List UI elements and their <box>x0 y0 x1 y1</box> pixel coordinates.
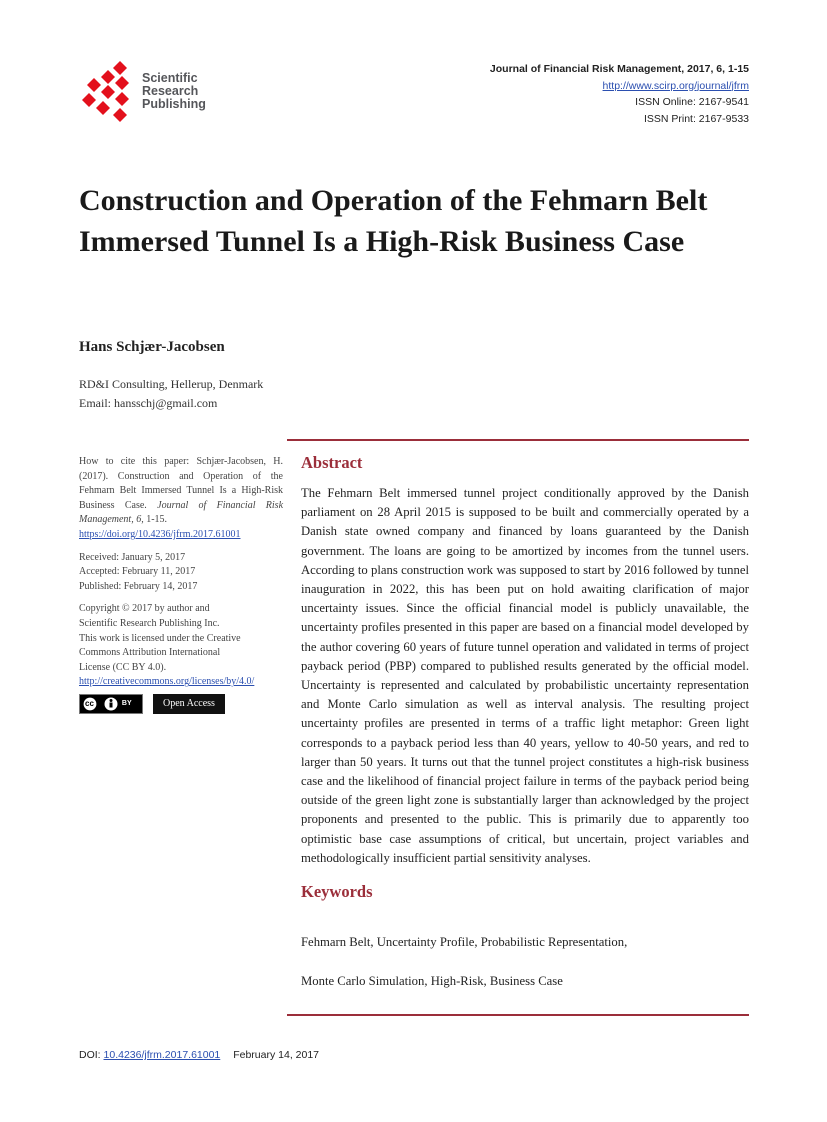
date-accepted: Accepted: February 11, 2017 <box>79 566 196 578</box>
abstract-column <box>301 453 749 1012</box>
copyright-line-5: License (CC BY 4.0). <box>79 661 167 673</box>
email: Email: hansschj@gmail.com <box>79 396 218 410</box>
copyright <box>79 602 283 690</box>
journal-url-link[interactable]: http://www.scirp.org/journal/jfrm <box>602 79 749 92</box>
cc-text: cc <box>85 698 94 708</box>
abstract-heading: Abstract <box>301 453 363 472</box>
affiliation-block <box>79 375 263 413</box>
date-published: Published: February 14, 2017 <box>79 580 198 592</box>
cc-by-text: BY <box>121 699 132 707</box>
journal-name: Journal of Financial Risk Management, 2017, 6, 1-15 <box>489 63 749 75</box>
article-meta-column <box>79 455 283 714</box>
license-link[interactable]: http://creativecommons.org/licenses/by/4.0/ <box>79 676 255 688</box>
cc-by-badge[interactable] <box>79 694 143 714</box>
publisher-line-3: Publishing <box>142 97 206 111</box>
page-footer <box>79 1049 319 1061</box>
footer-doi-label: DOI: <box>79 1049 104 1061</box>
bottom-divider <box>287 1014 749 1016</box>
license-badges <box>79 694 283 714</box>
publisher-logo <box>82 61 222 123</box>
attribution-person-icon <box>103 696 119 712</box>
copyright-line-2: Scientific Research Publishing Inc. <box>79 617 220 629</box>
footer-date: February 14, 2017 <box>233 1049 320 1061</box>
citation-pages: 1-15. <box>143 514 168 526</box>
author-name: Hans Schjær-Jacobsen <box>79 339 225 355</box>
affiliation: RD&I Consulting, Hellerup, Denmark <box>79 377 264 391</box>
citation-text: How to cite this paper: Schjær-Jacobsen, H. (2017). Construction and Operation of the Fehmarn Belt Immersed Tunnel Is a High-Risk Business Case. <box>79 456 283 511</box>
dates <box>79 551 283 595</box>
copyright-line-4: Commons Attribution International <box>79 647 221 659</box>
footer-doi-link[interactable]: 10.4236/jfrm.2017.61001 <box>103 1049 221 1061</box>
keywords-line-2: Monte Carlo Simulation, High-Risk, Business Case <box>301 974 563 989</box>
keywords-list <box>301 913 749 1012</box>
keywords-heading: Keywords <box>301 882 373 902</box>
issn-print: ISSN Print: 2167-9533 <box>643 112 749 125</box>
top-divider <box>287 439 749 441</box>
citation <box>79 455 283 543</box>
diamond-logo-icon <box>82 61 140 123</box>
publisher-name <box>142 72 206 111</box>
paper-title: Construction and Operation of the Fehmarn Belt Immersed Tunnel Is a High-Risk Business Case <box>79 184 708 258</box>
journal-info <box>490 61 749 127</box>
citation-journal: Journal of Financial Risk Management, 6, <box>79 499 284 526</box>
date-received: Received: January 5, 2017 <box>79 551 186 563</box>
abstract-text: The Fehmarn Belt immersed tunnel project conditionally approved by the Danish parliament on 28 April 2015 is supposed to be built and commercially operated by a Danish state owned company and financed by loans guaranteed by the Danish government. The loans are going to be amortized by incomes from the tunnel users. According to plans construction work was supposed to start by 2016 followed by tunnel inauguration in 2022, this has been put on hold awaiting clarification of major uncertainty issues. Since the official financial model is publicly unavailable, the uncertainty profiles presented in this paper are based on a financial model developed by the author covering 60 years of future tunnel operation and validated in terms of project payback period (PBP) compared to published results generated by the official model. Uncertainty is represented and calculated by probabilistic uncertainty representation and Monte Carlo simulation as well as interval analysis. The resulting project uncertainty profiles are presented in terms of a traffic light metaphor: Green light corresponds to a payback period less than 40 years, yellow to 40-50 years, and red to larger than 50 years. It turns out that the tunnel project constitutes a high-risk business case and the likelihood of financial project failure in terms of the payback period being outside of the green light zone is substantially larger than acknowledged by the project proponents and presented to the public. This is primarily due to apparently too optimistic base case assumptions of critical, but uncertain, project variables and methodologically insufficient partial sensitivity analyses. <box>301 486 749 865</box>
publisher-line-2: Research <box>142 84 199 98</box>
keywords-line-1: Fehmarn Belt, Uncertainty Profile, Probabilistic Representation, <box>301 934 628 949</box>
citation-doi-link[interactable]: https://doi.org/10.4236/jfrm.2017.61001 <box>79 528 241 540</box>
open-access-badge[interactable]: Open Access <box>153 694 225 714</box>
copyright-line-3: This work is licensed under the Creative <box>79 632 241 644</box>
copyright-line-1: Copyright © 2017 by author and <box>79 603 210 615</box>
publisher-line-1: Scientific <box>142 71 198 85</box>
issn-online: ISSN Online: 2167-9541 <box>635 96 749 108</box>
